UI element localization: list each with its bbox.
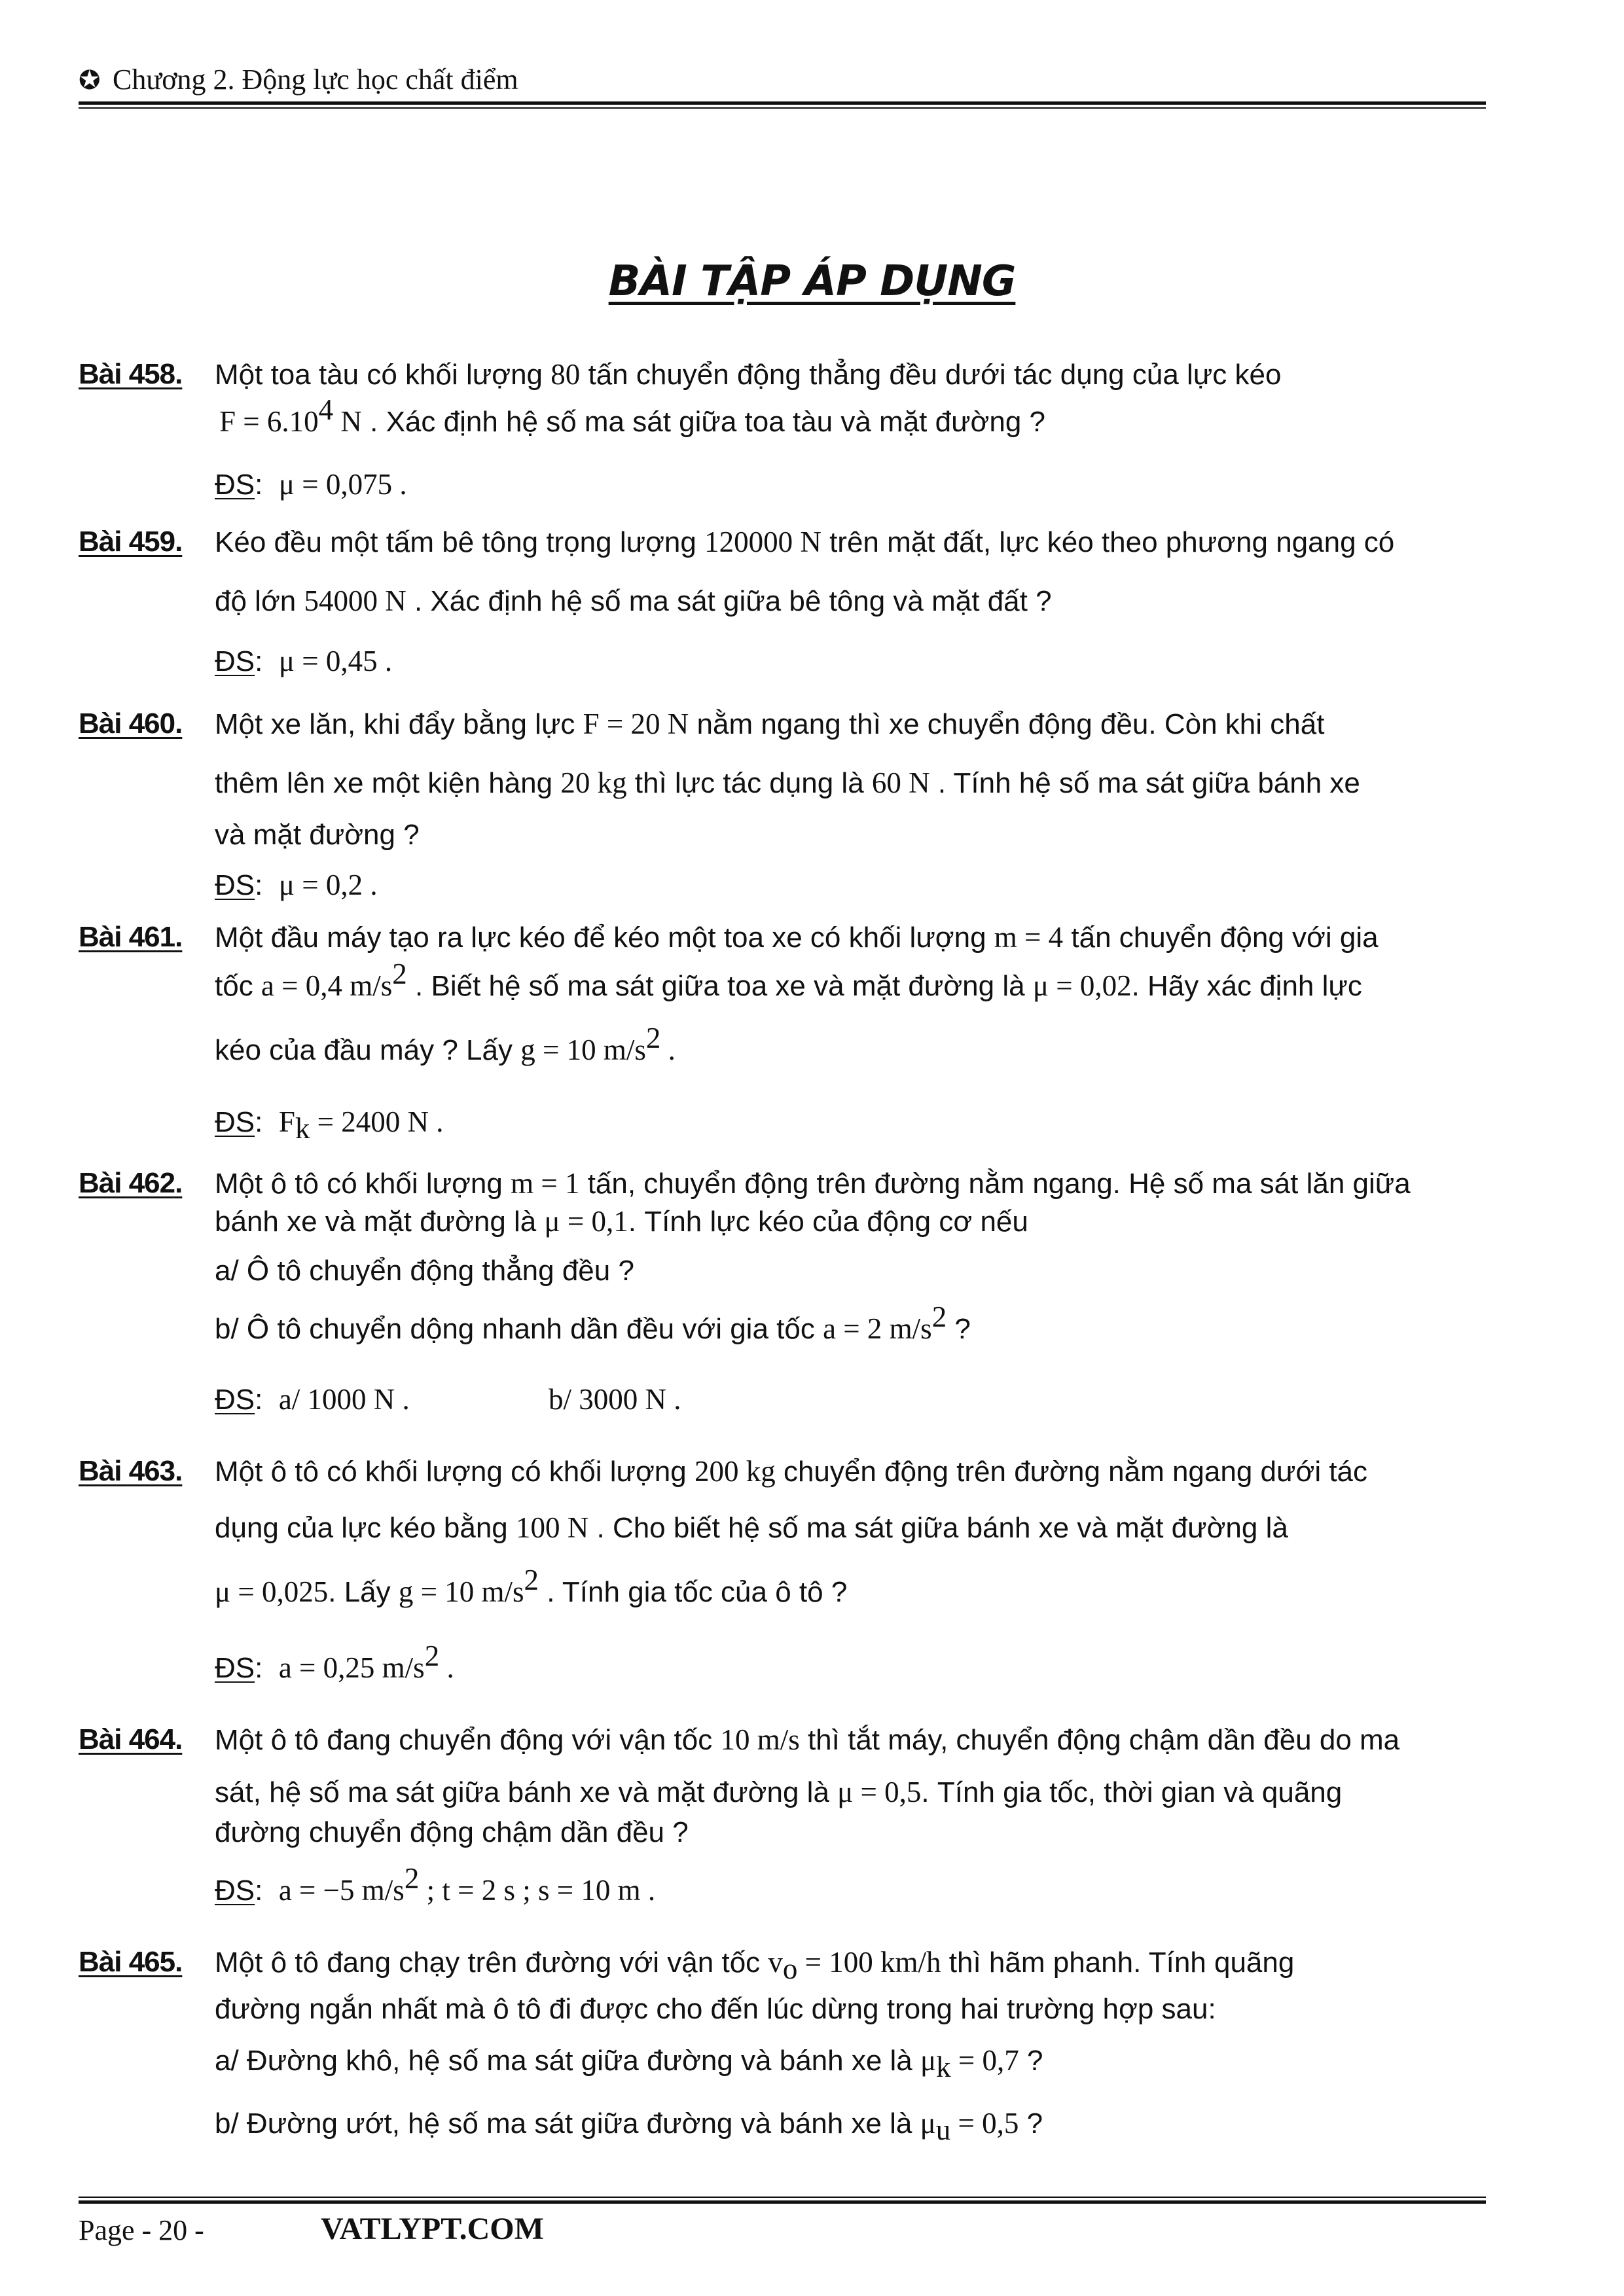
problem-line: μ = 0,025. Lấy g = 10 $m/s^2$ . Tính gia tốc của ô tô ? [215,1564,848,1608]
problem-label: Bài 463. [79,1455,183,1487]
answer-line: ĐS: μ = 0,45 . [215,645,393,677]
problem-label: Bài 460. [79,708,183,740]
footer-rule-thick [79,2200,1486,2204]
chapter-header [79,60,518,100]
problem-line: b/ Đường ướt, hệ số ma sát giữa đường và bánh xe là $\mu_u = 0,5$ ? [215,2107,1043,2146]
problem-line: Một ô tô đang chạy trên đường với vận tốc $v_o = 100$ km/h thì hãm phanh. Tính quãng [215,1946,1295,1985]
problem-label: Bài 461. [79,921,183,953]
chapter-title: Chương 2. Động lực học chất điểm [113,63,518,96]
page-title: BÀI TẬP ÁP DỤNG [608,257,1016,306]
problem-label: Bài 459. [79,526,183,558]
problem-line: Một toa tàu có khối lượng 80 tấn chuyển động thẳng đều dưới tác dụng của lực kéo [215,358,1282,391]
problem-line: Một ô tô có khối lượng m = 1 tấn, chuyển động trên đường nằm ngang. Hệ số ma sát lăn giữa [215,1167,1411,1200]
problem-line: b/ Ô tô chuyển dộng nhanh dần đều với gia tốc a = 2 $m/s^2$ ? [215,1300,971,1345]
problem-line: bánh xe và mặt đường là μ = 0,1. Tính lực kéo của động cơ nếu [215,1205,1028,1238]
problem-line: thêm lên xe một kiện hàng 20 kg thì lực tác dụng là 60 N . Tính hệ số ma sát giữa bánh xe [215,766,1360,799]
problem-line: kéo của đầu máy ? Lấy g = 10 $m/s^2$ . [215,1022,676,1066]
problem-line: đường chuyển động chậm dần đều ? [215,1816,689,1848]
page-number: Page - 20 - [79,2214,204,2246]
answer-line: ĐS: $F_k = 2400$ N . [215,1105,444,1145]
footer-rule-thin [79,2197,1486,2198]
answer-line: ĐS: a = 0,25 $m/s^2$ . [215,1640,454,1684]
site-brand: VATLYPT.COM [321,2212,544,2246]
star-circle-icon: ✪ [79,65,101,95]
problem-line: Một đầu máy tạo ra lực kéo để kéo một toa xe có khối lượng m = 4 tấn chuyển động với gia [215,921,1379,954]
problem-label: Bài 465. [79,1946,183,1978]
problem-line: a/ Ô tô chuyển động thẳng đều ? [215,1255,634,1287]
problem-line: $F = 6.10^4$ N . Xác định hệ số ma sát giữa toa tàu và mặt đường ? [219,393,1046,438]
problem-line: a/ Đường khô, hệ số ma sát giữa đường và bánh xe là $\mu_k = 0,7$ ? [215,2044,1043,2083]
problem-label: Bài 462. [79,1167,183,1199]
problem-line: và mặt đường ? [215,819,420,851]
problem-line: độ lớn 54000 N . Xác định hệ số ma sát giữa bê tông và mặt đất ? [215,584,1052,617]
answer-line: ĐS: μ = 0,2 . [215,869,378,901]
problem-line: đường ngắn nhất mà ô tô đi được cho đến lúc dừng trong hai trường hợp sau: [215,1993,1216,2025]
problem-line: Một xe lăn, khi đẩy bằng lực F = 20 N nằm ngang thì xe chuyển động đều. Còn khi chất [215,708,1325,740]
problem-line: Một ô tô đang chuyển động với vận tốc 10 m/s thì tắt máy, chuyển động chậm dần đều do ma [215,1723,1400,1756]
problem-line: tốc a = 0,4 $m/s^2$ . Biết hệ số ma sát giữa toa xe và mặt đường là μ = 0,02. Hãy xác định lực [215,958,1362,1002]
header-rule-thick [79,101,1486,105]
answer-line: ĐS: a = −5 $m/s^2$ ; t = 2 s ; s = 10 m . [215,1862,656,1907]
header-rule-thin [79,107,1486,109]
answer-line: ĐS: μ = 0,075 . [215,468,407,501]
problem-line: dụng của lực kéo bằng 100 N . Cho biết hệ số ma sát giữa bánh xe và mặt đường là [215,1511,1288,1544]
problem-label: Bài 464. [79,1723,183,1755]
problem-label: Bài 458. [79,358,183,390]
problem-line: Một ô tô có khối lượng có khối lượng 200 kg chuyển động trên đường nằm ngang dưới tác [215,1455,1368,1488]
problem-line: Kéo đều một tấm bê tông trọng lượng 120000 N trên mặt đất, lực kéo theo phương ngang có [215,526,1395,558]
problem-line: sát, hệ số ma sát giữa bánh xe và mặt đường là μ = 0,5. Tính gia tốc, thời gian và quãng [215,1776,1343,1808]
answer-line: ĐS: a/ 1000 N . b/ 3000 N . [215,1383,681,1416]
